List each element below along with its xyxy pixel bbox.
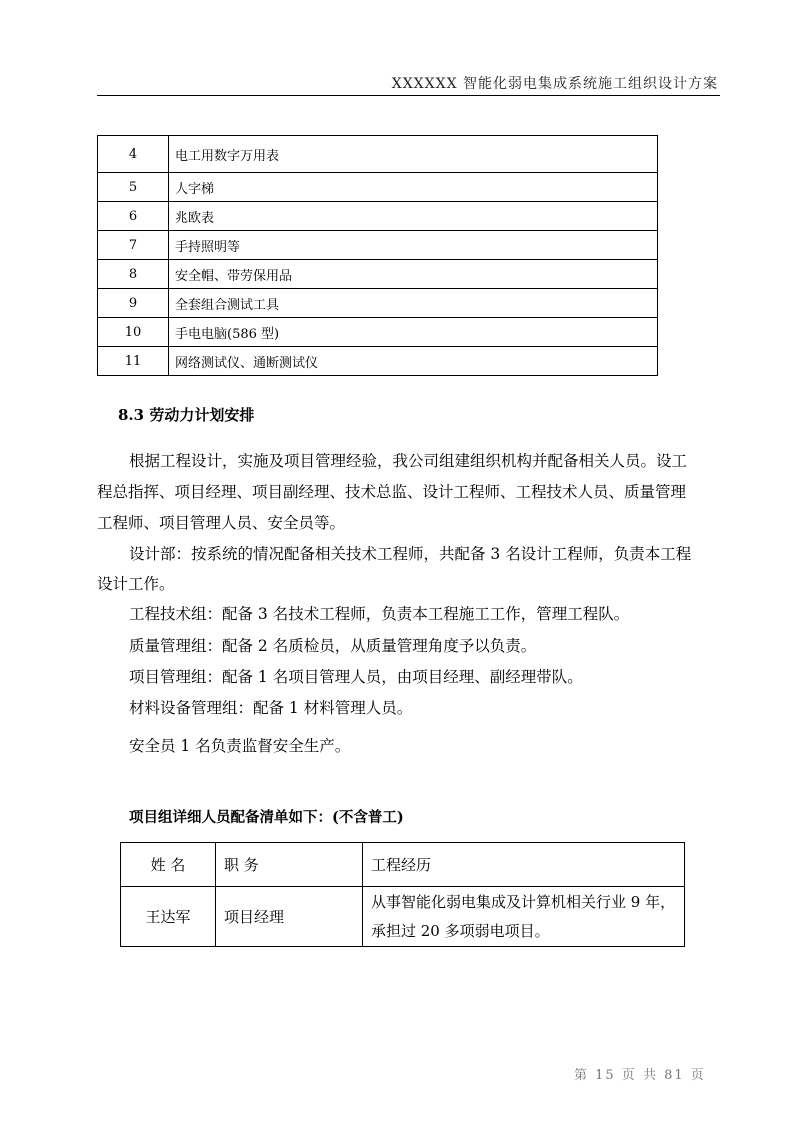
cell-tool-name: 手持照明等 — [169, 231, 658, 260]
cell-role: 项目经理 — [216, 887, 363, 947]
staff-table — [120, 842, 685, 947]
cell-experience: 承担过 20 多项弱电项目。 — [371, 921, 550, 940]
cell-number: 6 — [98, 202, 169, 231]
tools-table — [97, 135, 658, 376]
cell-tool-name: 手电电脑(586 型) — [169, 318, 658, 347]
page-header: XXXXXX 智能化弱电集成系统施工组织设计方案 — [391, 76, 718, 92]
cell-number: 4 — [98, 136, 169, 173]
paragraph-line: 项目管理组：配备 1 名项目管理人员，由项目经理、副经理带队。 — [129, 668, 583, 686]
paragraph-line: 设计工作。 — [97, 575, 175, 593]
paragraph-line: 根据工程设计，实施及项目管理经验，我公司组建组织机构并配备相关人员。设工 — [129, 452, 688, 470]
page-footer: 第 15 页 共 81 页 — [574, 1068, 706, 1083]
table-row — [98, 173, 658, 202]
cell-number: 9 — [98, 289, 169, 318]
paragraph-line: 安全员 1 名负责监督安全生产。 — [129, 737, 351, 755]
table-row — [98, 318, 658, 347]
cell-name: 王达军 — [121, 887, 216, 947]
section-heading: 8.3 劳动力计划安排 — [118, 406, 255, 424]
list-heading: 项目组详细人员配备清单如下：(不含普工) — [129, 809, 404, 826]
table-row — [98, 289, 658, 318]
table-row — [98, 260, 658, 289]
cell-tool-name: 人字梯 — [169, 173, 658, 202]
cell-tool-name: 全套组合测试工具 — [169, 289, 658, 318]
cell-tool-name: 网络测试仪、通断测试仪 — [169, 347, 658, 376]
table-row — [98, 202, 658, 231]
cell-number: 7 — [98, 231, 169, 260]
cell-number: 5 — [98, 173, 169, 202]
header-name: 姓 名 — [121, 843, 216, 887]
cell-experience: 从事智能化弱电集成及计算机相关行业 9 年， — [371, 892, 676, 911]
cell-tool-name: 兆欧表 — [169, 202, 658, 231]
header-experience: 工程经历 — [363, 843, 685, 887]
cell-number: 8 — [98, 260, 169, 289]
paragraph-line: 质量管理组：配备 2 名质检员，从质量管理角度予以负责。 — [129, 637, 537, 655]
paragraph-line: 材料设备管理组：配备 1 材料管理人员。 — [129, 699, 413, 717]
cell-number: 11 — [98, 347, 169, 376]
paragraph-line: 工程技术组：配备 3 名技术工程师，负责本工程施工工作，管理工程队。 — [129, 605, 630, 623]
table-row — [98, 347, 658, 376]
cell-tool-name: 安全帽、带劳保用品 — [169, 260, 658, 289]
cell-number: 10 — [98, 318, 169, 347]
header-divider — [97, 95, 720, 96]
paragraph-line: 工程师、项目管理人员、安全员等。 — [97, 514, 346, 532]
cell-tool-name: 电工用数字万用表 — [169, 136, 658, 173]
table-row — [98, 231, 658, 260]
paragraph-line: 设计部：按系统的情况配备相关技术工程师，共配备 3 名设计工程师，负责本工程 — [129, 545, 692, 563]
table-row — [121, 887, 685, 947]
table-row — [98, 136, 658, 173]
paragraph-line: 程总指挥、项目经理、项目副经理、技术总监、设计工程师、工程技术人员、质量管理 — [97, 483, 687, 501]
header-role: 职 务 — [216, 843, 363, 887]
